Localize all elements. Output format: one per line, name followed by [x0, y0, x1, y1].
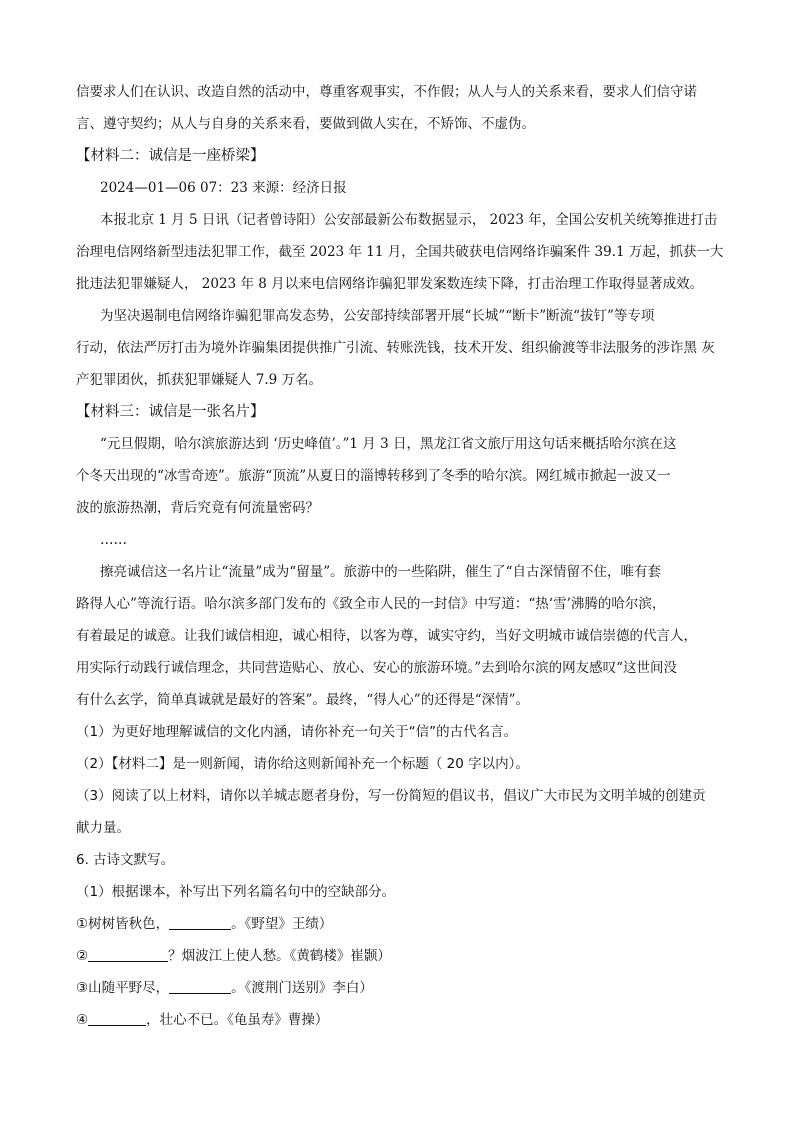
material-2-p2-line: 行动，依法严厉打击为境外诈骗集团提供推广引流、转账洗钱，技术开发、组织偷渡等非法服务的涉诈黑 灰 — [76, 340, 715, 356]
item-3-suffix: 。《渡荆门送别》李白） — [231, 980, 373, 996]
recitation-item-2 — [76, 946, 391, 966]
recitation-item-3 — [76, 978, 373, 998]
material-3-heading: 【材料三：诚信是一张名片】 — [76, 404, 265, 420]
item-2-prefix: ② — [76, 948, 89, 964]
question-3-line-2: 献力量。 — [76, 820, 130, 836]
question-3-line-1: （3）阅读了以上材料，请你以羊城志愿者身份，写一份简短的倡议书，倡议广大市民为文明羊城的创建贡 — [76, 788, 706, 804]
material-1-line-1: 信要求人们在认识、改造自然的活动中，尊重客观事实，不作假；从人与人的关系来看，要求人们信守诺 — [76, 84, 697, 100]
material-2-p1-line: 本报北京 1 月 5 日讯（记者曾诗阳）公安部最新公布数据显示， 2023 年，全国公安机关统筹推进打击 — [100, 212, 718, 228]
recitation-item-1 — [76, 914, 332, 934]
answer-blank-3[interactable] — [169, 979, 231, 994]
material-3-p2-line: 用实际行动践行诚信理念，共同营造贴心、放心、安心的旅游环境。”去到哈尔滨的网友感叹“这世间没 — [76, 660, 678, 676]
material-3-p1-line: 波的旅游热潮，背后究竟有何流量密码？ — [76, 500, 319, 516]
material-3-p2-line: 有什么玄学，简单真诚就是最好的答案”。最终，“得人心”的还得是“深情”。 — [76, 692, 530, 708]
answer-blank-4[interactable] — [88, 1011, 146, 1026]
item-4-suffix: ，壮心不已。《龟虽寿》曹操） — [146, 1012, 329, 1028]
material-3-p2-line: 有着最足的诚意。让我们诚信相迎，诚心相待，以客为尊，诚实守约，当好文明城市诚信崇德的代言人， — [76, 628, 697, 644]
ellipsis: …… — [100, 532, 127, 548]
material-2-p2-line: 产犯罪团伙，抓获犯罪嫌疑人 7.9 万名。 — [76, 372, 323, 388]
material-3-p2-line: 擦亮诚信这一名片让“流量”成为“留量”。旅游中的一些陷阱，催生了“自古深情留不住，唯有套 — [100, 564, 662, 580]
item-1-suffix: 。《野望》王绩） — [231, 916, 333, 932]
question-1: （1）为更好地理解诚信的文化内涵，请你补充一句关于“信”的古代名言。 — [76, 724, 518, 740]
material-1-line-2: 言、遵守契约；从人与自身的关系来看，要做到做人实在，不矫饰、不虚伪。 — [76, 116, 535, 132]
item-2-suffix: ？烟波江上使人愁。《黄鹤楼》崔颢） — [168, 948, 391, 964]
material-2-heading: 【材料二：诚信是一座桥梁】 — [76, 148, 265, 164]
material-2-p1-line: 批违法犯罪嫌疑人， 2023 年 8 月以来电信网络诈骗犯罪发案数连续下降，打击治理工作取得显著成效。 — [76, 276, 704, 292]
material-3-p1-line: 个冬天出现的“冰雪奇迹”。旅游“顶流”从夏日的淄博转移到了冬季的哈尔滨。网红城市掀起一波又一 — [76, 468, 671, 484]
item-1-prefix: ①树树皆秋色， — [76, 916, 170, 932]
section-6-instruction: （1）根据课本，补写出下列名篇名句中的空缺部分。 — [76, 884, 396, 900]
material-3-p2-line: 路得人心”等流行语。哈尔滨多部门发布的《致全市人民的一封信》中写道：“热‘雪’沸腾的哈尔滨， — [76, 596, 666, 612]
news-dateline: 2024—01—06 07：23 来源：经济日报 — [100, 180, 347, 196]
material-3-p1-line: “元旦假期，哈尔滨旅游达到 ‘历史峰值’。”1 月 3 日，黑龙江省文旅厅用这句话来概括哈尔滨在这 — [100, 436, 677, 452]
answer-blank-2[interactable] — [88, 947, 168, 962]
answer-blank-1[interactable] — [169, 915, 231, 930]
section-6-title: 6. 古诗文默写。 — [76, 852, 175, 868]
material-2-p1-line: 治理电信网络新型违法犯罪工作，截至 2023 年 11 月，全国共破获电信网络诈骗案件 39.1 万起，抓获一大 — [76, 244, 724, 260]
material-2-p2-line: 为坚决遏制电信网络诈骗犯罪高发态势，公安部持续部署开展“长城”“断卡”断流“拔钉”等专项 — [100, 308, 655, 324]
item-4-prefix: ④ — [76, 1012, 89, 1028]
recitation-item-4 — [76, 1010, 328, 1030]
question-2: （2）【材料二】是一则新闻，请你给这则新闻补充一个标题（ 20 字以内）。 — [76, 756, 529, 772]
item-3-prefix: ③山随平野尽， — [76, 980, 170, 996]
